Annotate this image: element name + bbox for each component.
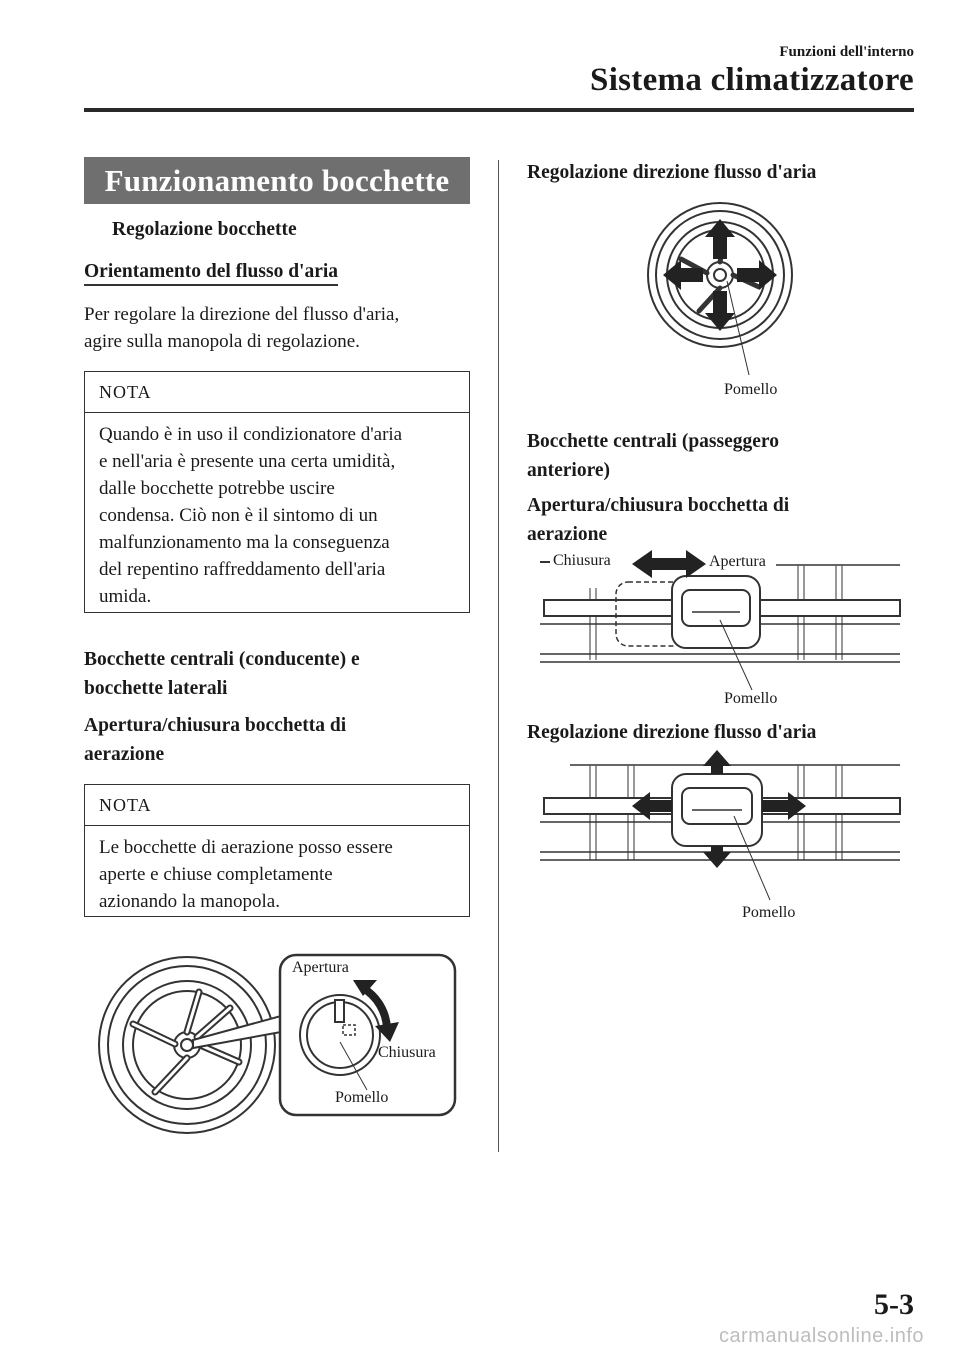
note-line: del repentino raffreddamento dell'aria — [99, 559, 386, 580]
note-body — [85, 413, 469, 610]
sub-heading-regolazione: Regolazione bocchette — [112, 219, 297, 240]
heading-apertura-chiusura-right — [527, 491, 789, 549]
label-apertura-left: Apertura — [292, 959, 349, 976]
note-line: umida. — [99, 586, 152, 607]
watermark: carmanualsonline.info — [718, 1325, 924, 1347]
heading-orientamento: Orientamento del flusso d'aria — [84, 261, 338, 286]
label-chiusura-left: Chiusura — [378, 1044, 436, 1061]
paragraph-line: agire sulla manopola di regolazione. — [84, 331, 360, 352]
heading-line: Apertura/chiusura bocchetta di — [84, 715, 347, 736]
note-line: azionando la manopola. — [99, 891, 280, 912]
label-apertura-right: Apertura — [709, 553, 766, 570]
label-chiusura-right: Chiusura — [553, 552, 611, 569]
label-pomello-right-2: Pomello — [724, 690, 778, 707]
note-line: malfunzionamento ma la conseguenza — [99, 532, 390, 553]
label-pomello-left: Pomello — [335, 1089, 389, 1106]
note-title: NOTA — [85, 372, 469, 413]
note-line: e nell'aria è presente una certa umidità, — [99, 451, 396, 472]
heading-line: aerazione — [84, 744, 165, 765]
heading-direzione-flusso-2: Regolazione direzione flusso d'aria — [527, 722, 817, 743]
heading-apertura-chiusura-left — [84, 711, 346, 769]
heading-line: anteriore) — [527, 460, 611, 481]
heading-line: bocchette laterali — [84, 678, 228, 699]
label-pomello-right-3: Pomello — [742, 904, 796, 921]
note-line: Quando è in uso il condizionatore d'aria — [99, 424, 403, 445]
note-line: condensa. Ciò non è il sintomo di un — [99, 505, 378, 526]
heading-line: Apertura/chiusura bocchetta di — [527, 495, 790, 516]
label-pomello-right-1: Pomello — [724, 381, 778, 398]
page-number: 5-3 — [874, 1288, 914, 1321]
header-rule — [84, 108, 914, 112]
heading-bocchette-centrali-passeggero — [527, 427, 779, 485]
column-divider — [498, 160, 499, 1152]
heading-line: Bocchette centrali (passeggero — [527, 431, 779, 452]
note-box-chiusura — [84, 784, 470, 917]
paragraph-line: Per regolare la direzione del flusso d'aria, — [84, 304, 400, 325]
note-line: aperte e chiuse completamente — [99, 864, 333, 885]
paragraph-orientamento — [84, 301, 399, 355]
note-line: dalle bocchette potrebbe uscire — [99, 478, 335, 499]
note-line: Le bocchette di aerazione posso essere — [99, 837, 393, 858]
heading-line: Bocchette centrali (conducente) e — [84, 649, 360, 670]
heading-line: aerazione — [527, 524, 608, 545]
heading-bocchette-centrali-conducente — [84, 645, 360, 703]
note-body — [85, 826, 469, 915]
note-title: NOTA — [85, 785, 469, 826]
figure-round-vent-direction — [625, 197, 815, 367]
chapter-title: Sistema climatizzatore — [590, 62, 914, 98]
chapter-subtitle: Funzioni dell'interno — [779, 44, 914, 60]
section-banner: Funzionamento bocchette — [84, 157, 470, 204]
note-box-condensa — [84, 371, 470, 613]
figure-slat-vent-direction — [540, 750, 900, 905]
heading-direzione-flusso-1: Regolazione direzione flusso d'aria — [527, 162, 817, 183]
